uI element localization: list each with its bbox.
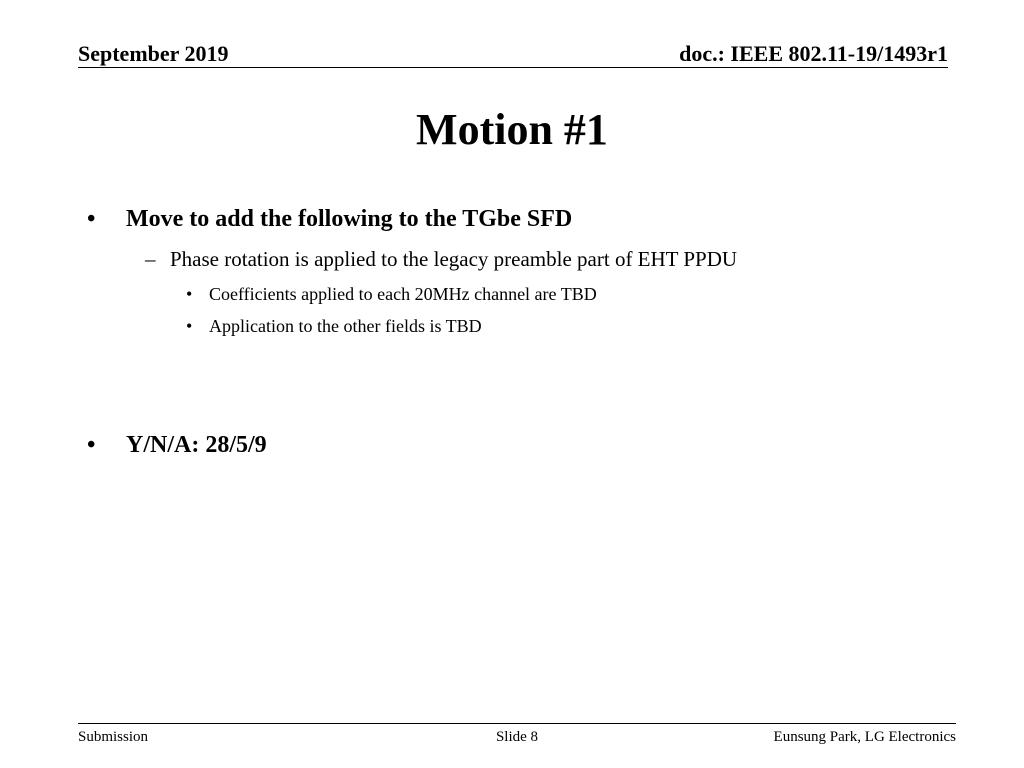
sub-sub-bullet-text: Application to the other fields is TBD bbox=[209, 316, 482, 336]
bullet-item bbox=[0, 204, 1024, 234]
bullet-text: Y/N/A: 28/5/9 bbox=[126, 432, 267, 458]
bullet-item bbox=[0, 430, 1024, 460]
slide-title: Motion #1 bbox=[416, 105, 608, 154]
sub-sub-bullet-text: Coefficients applied to each 20MHz channel are TBD bbox=[209, 284, 597, 304]
footer-divider bbox=[78, 723, 956, 724]
sub-sub-bullet-item bbox=[0, 314, 1024, 338]
sub-bullet-text: Phase rotation is applied to the legacy preamble part of EHT PPDU bbox=[170, 247, 738, 271]
bullet-marker: • bbox=[186, 316, 193, 336]
bullet-marker: • bbox=[87, 432, 96, 458]
footer-submission: Submission bbox=[78, 729, 149, 745]
footer-author: Eunsung Park, LG Electronics bbox=[773, 729, 956, 745]
sub-bullet-item bbox=[0, 246, 1024, 272]
header-divider bbox=[78, 67, 948, 68]
bullet-marker: • bbox=[87, 206, 96, 232]
footer-slide-number: Slide 8 bbox=[495, 729, 539, 745]
dash-marker: – bbox=[145, 247, 156, 271]
bullet-text: Move to add the following to the TGbe SFD bbox=[126, 206, 573, 232]
header-date: September 2019 bbox=[78, 41, 229, 66]
bullet-marker: • bbox=[186, 284, 193, 304]
sub-sub-bullet-item bbox=[0, 282, 1024, 306]
header-doc-id: doc.: IEEE 802.11-19/1493r1 bbox=[679, 41, 948, 66]
